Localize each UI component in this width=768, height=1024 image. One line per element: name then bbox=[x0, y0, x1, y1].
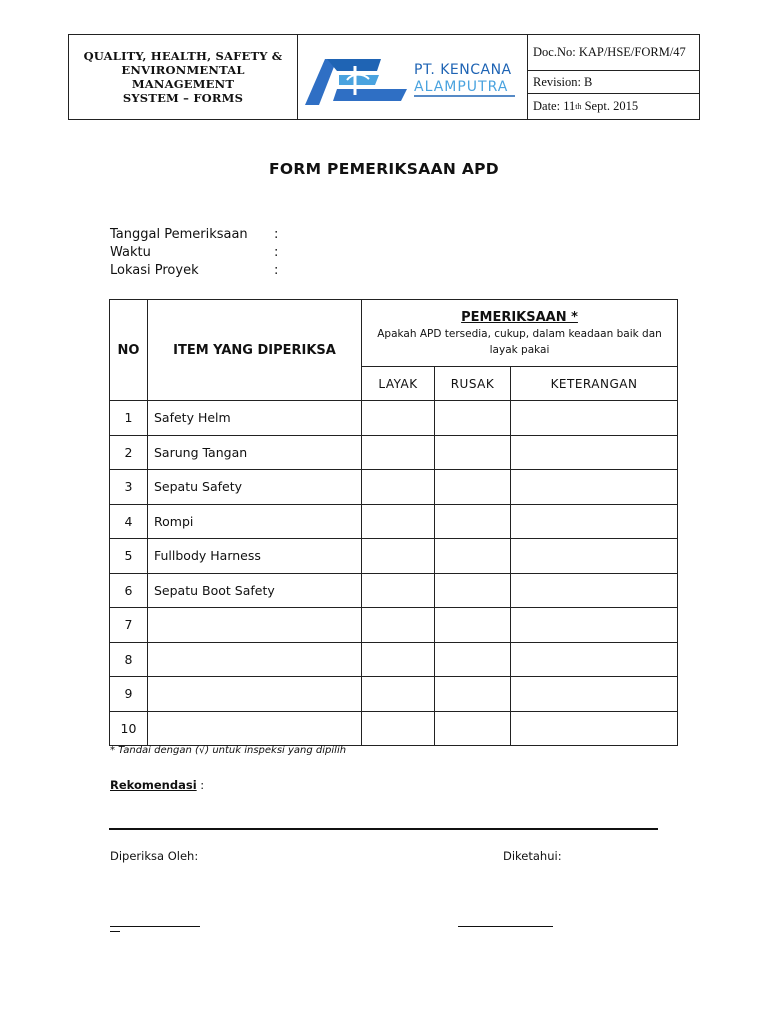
info-colon: : bbox=[274, 263, 279, 278]
cell-rusak[interactable] bbox=[435, 401, 511, 436]
cell-keterangan[interactable] bbox=[511, 435, 678, 470]
cell-rusak[interactable] bbox=[435, 711, 511, 746]
signature-line-diketahui[interactable] bbox=[458, 926, 553, 927]
pemeriksaan-title: PEMERIKSAAN * bbox=[461, 310, 578, 325]
column-header-item: ITEM YANG DIPERIKSA bbox=[148, 300, 362, 401]
row-item: Sepatu Boot Safety bbox=[148, 573, 362, 608]
row-item[interactable] bbox=[148, 677, 362, 712]
signature-label-diperiksa: Diperiksa Oleh: bbox=[110, 849, 199, 863]
column-header-keterangan: KETERANGAN bbox=[511, 367, 678, 401]
table-row bbox=[110, 573, 678, 608]
cell-rusak[interactable] bbox=[435, 573, 511, 608]
system-title-line: ENVIRONMENTAL MANAGEMENT bbox=[121, 63, 245, 91]
rekomendasi-line[interactable] bbox=[109, 828, 658, 830]
logo-company-name: PT. KENCANA bbox=[414, 62, 512, 78]
cell-layak[interactable] bbox=[362, 608, 435, 643]
cell-rusak[interactable] bbox=[435, 608, 511, 643]
row-item: Rompi bbox=[148, 504, 362, 539]
row-number: 9 bbox=[110, 677, 148, 712]
signature-label-diketahui: Diketahui: bbox=[503, 849, 562, 863]
doc-number: Doc.No: KAP/HSE/FORM/47 bbox=[527, 35, 699, 71]
pemeriksaan-subtitle: Apakah APD tersedia, cukup, dalam keadaan baik dan layak pakai bbox=[377, 328, 662, 356]
cell-rusak[interactable] bbox=[435, 504, 511, 539]
table-row bbox=[110, 504, 678, 539]
table-row bbox=[110, 677, 678, 712]
cell-layak[interactable] bbox=[362, 677, 435, 712]
inspection-table bbox=[109, 299, 678, 746]
company-logo bbox=[297, 35, 528, 119]
cell-rusak[interactable] bbox=[435, 539, 511, 574]
system-title bbox=[69, 35, 298, 119]
table-row bbox=[110, 539, 678, 574]
column-header-no: NO bbox=[110, 300, 148, 401]
info-label-tanggal: Tanggal Pemeriksaan bbox=[110, 227, 248, 242]
table-row bbox=[110, 608, 678, 643]
cell-layak[interactable] bbox=[362, 435, 435, 470]
info-colon: : bbox=[274, 245, 279, 260]
column-header-layak: LAYAK bbox=[362, 367, 435, 401]
info-label-lokasi: Lokasi Proyek bbox=[110, 263, 199, 278]
doc-date-prefix: Date: 11 bbox=[533, 99, 576, 113]
cell-layak[interactable] bbox=[362, 539, 435, 574]
cell-layak[interactable] bbox=[362, 470, 435, 505]
rekomendasi-colon: : bbox=[196, 778, 205, 792]
table-footnote: * Tandai dengan (√) untuk inspeksi yang dipilih bbox=[110, 745, 347, 756]
row-item: Sarung Tangan bbox=[148, 435, 362, 470]
row-number: 8 bbox=[110, 642, 148, 677]
row-number: 10 bbox=[110, 711, 148, 746]
row-number: 6 bbox=[110, 573, 148, 608]
signature-line-diperiksa[interactable] bbox=[110, 926, 200, 927]
doc-date-sup: th bbox=[575, 102, 582, 111]
system-title-line: QUALITY, HEALTH, SAFETY & bbox=[83, 49, 283, 63]
table-row bbox=[110, 470, 678, 505]
row-item[interactable] bbox=[148, 608, 362, 643]
cell-keterangan[interactable] bbox=[511, 539, 678, 574]
info-label-waktu: Waktu bbox=[110, 245, 151, 260]
doc-revision: Revision: B bbox=[527, 71, 699, 94]
row-number: 5 bbox=[110, 539, 148, 574]
cell-keterangan[interactable] bbox=[511, 711, 678, 746]
doc-meta bbox=[527, 35, 699, 119]
cell-layak[interactable] bbox=[362, 504, 435, 539]
table-row bbox=[110, 401, 678, 436]
cell-keterangan[interactable] bbox=[511, 608, 678, 643]
cell-keterangan[interactable] bbox=[511, 677, 678, 712]
table-row bbox=[110, 435, 678, 470]
row-item[interactable] bbox=[148, 711, 362, 746]
form-title: FORM PEMERIKSAAN APD bbox=[269, 160, 499, 178]
row-number: 7 bbox=[110, 608, 148, 643]
cell-rusak[interactable] bbox=[435, 470, 511, 505]
signature-dash bbox=[110, 931, 120, 932]
rekomendasi bbox=[110, 778, 204, 792]
cell-keterangan[interactable] bbox=[511, 504, 678, 539]
cell-layak[interactable] bbox=[362, 642, 435, 677]
row-number: 3 bbox=[110, 470, 148, 505]
cell-layak[interactable] bbox=[362, 401, 435, 436]
column-header-pemeriksaan bbox=[362, 300, 678, 367]
row-number: 2 bbox=[110, 435, 148, 470]
row-item: Fullbody Harness bbox=[148, 539, 362, 574]
row-number: 1 bbox=[110, 401, 148, 436]
cell-keterangan[interactable] bbox=[511, 573, 678, 608]
row-item: Safety Helm bbox=[148, 401, 362, 436]
cell-keterangan[interactable] bbox=[511, 401, 678, 436]
cell-keterangan[interactable] bbox=[511, 642, 678, 677]
cell-layak[interactable] bbox=[362, 573, 435, 608]
cell-layak[interactable] bbox=[362, 711, 435, 746]
cell-rusak[interactable] bbox=[435, 677, 511, 712]
row-number: 4 bbox=[110, 504, 148, 539]
row-item[interactable] bbox=[148, 642, 362, 677]
table-row bbox=[110, 711, 678, 746]
info-colon: : bbox=[274, 227, 279, 242]
cell-rusak[interactable] bbox=[435, 642, 511, 677]
doc-date-suffix: Sept. 2015 bbox=[581, 99, 639, 113]
document-header bbox=[68, 34, 700, 120]
cell-keterangan[interactable] bbox=[511, 470, 678, 505]
logo-company-name-2: ALAMPUTRA bbox=[414, 79, 509, 95]
system-title-line: SYSTEM – FORMS bbox=[122, 91, 244, 105]
doc-date bbox=[527, 94, 699, 119]
row-item: Sepatu Safety bbox=[148, 470, 362, 505]
table-row bbox=[110, 642, 678, 677]
cell-rusak[interactable] bbox=[435, 435, 511, 470]
rekomendasi-label: Rekomendasi bbox=[110, 778, 197, 792]
column-header-rusak: RUSAK bbox=[435, 367, 511, 401]
